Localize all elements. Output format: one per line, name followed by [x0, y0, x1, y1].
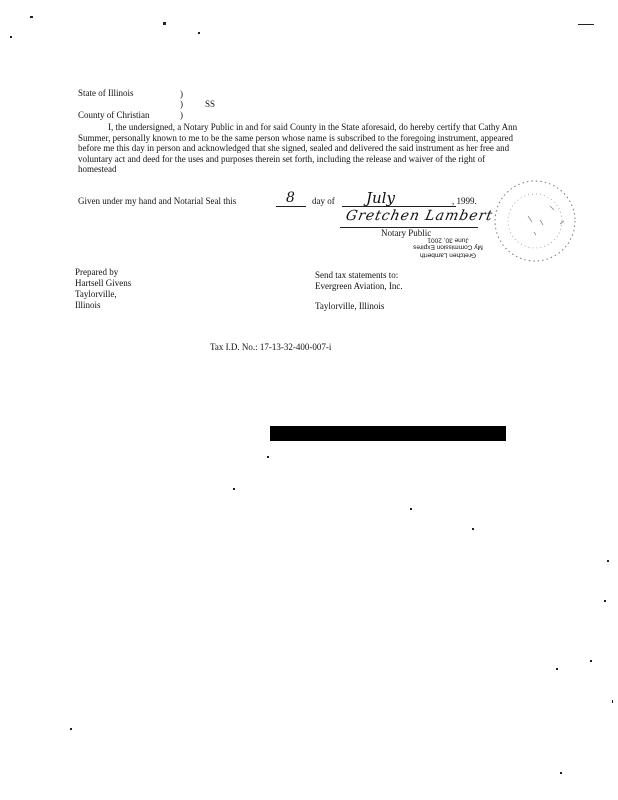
- scan-speck: [590, 660, 592, 662]
- prepared-by-state: Illinois: [75, 300, 101, 310]
- given-prefix: Given under my hand and Notarial Seal this: [78, 196, 237, 206]
- tax-statements-city: Taylorville, Illinois: [315, 301, 385, 311]
- scan-speck: [604, 600, 606, 602]
- venue-brace: ): [180, 99, 183, 109]
- stamp-commission: My Commission Expires: [413, 244, 483, 251]
- certification-text: I, the undersigned, a Notary Public in and for said County in the State aforesaid, do hereby certify that Cathy Ann Summer, personally known to me to be the same person whose name is subscribed to the foregoing instrument, appeared before me this day in person and acknowledged that she signed, sealed and delivered the said instrument as her free and voluntary act and deed for the uses and purposes therein set forth, including the release and waiver of the right of homestead: [78, 122, 518, 175]
- scan-speck: [556, 668, 558, 670]
- notary-stamp: [408, 236, 488, 259]
- scan-speck: [560, 772, 562, 774]
- scan-speck: [607, 560, 609, 562]
- seal-outer-ring: [495, 181, 575, 261]
- given-year: , 1999.: [452, 196, 477, 206]
- scan-speck: [233, 488, 235, 490]
- notary-signature: Gretchen Lambert: [344, 208, 495, 224]
- given-month: July: [366, 189, 395, 207]
- tax-statements-label: Send tax statements to:: [315, 270, 399, 280]
- venue-brace: ): [180, 89, 183, 99]
- scan-speck: [612, 700, 613, 703]
- scan-speck: [410, 508, 412, 510]
- redaction-bar: [270, 426, 506, 441]
- scan-speck: [70, 728, 72, 730]
- certification-paragraph: [78, 122, 518, 175]
- venue-state: State of Illinois: [78, 88, 134, 98]
- prepared-by-label: Prepared by: [75, 267, 119, 277]
- venue-brace: ): [180, 110, 183, 120]
- scan-speck: [472, 528, 474, 530]
- prepared-by-name: Hartsell Givens: [75, 278, 132, 288]
- tax-id: Tax I.D. No.: 17-13-32-400-007-i: [210, 342, 332, 352]
- notary-seal: [490, 176, 580, 266]
- stamp-date: June 30, 2001: [427, 236, 469, 244]
- day-blank-line: [276, 206, 306, 207]
- prepared-by-city: Taylorville,: [75, 289, 117, 299]
- given-day-of: day of: [312, 196, 335, 206]
- seal-mark: [528, 206, 564, 235]
- scan-speck: [198, 32, 200, 34]
- scan-speck: [267, 456, 269, 458]
- scan-speck: [163, 22, 166, 25]
- tax-statements-company: Evergreen Aviation, Inc.: [315, 281, 403, 291]
- stamp-name: Gretchen Lamberth: [420, 251, 477, 259]
- given-day: 8: [286, 190, 295, 206]
- scan-speck: [30, 16, 33, 18]
- scan-speck: [578, 24, 594, 25]
- month-blank-line: [342, 206, 456, 207]
- venue-ss: SS: [205, 99, 216, 109]
- notary-title: Notary Public: [381, 228, 432, 238]
- venue-county: County of Christian: [78, 110, 150, 120]
- scan-speck: [10, 36, 12, 38]
- seal-inner-ring: [508, 194, 562, 248]
